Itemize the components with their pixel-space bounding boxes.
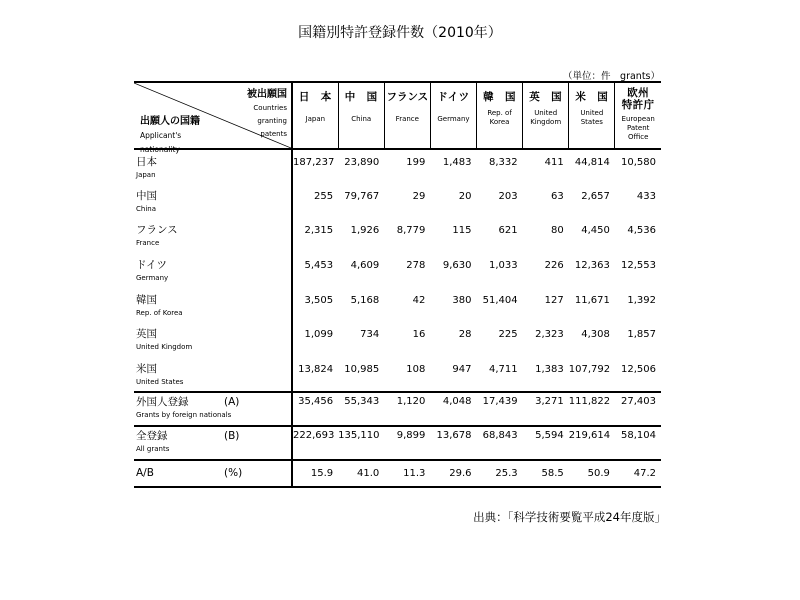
- cell-value: 20: [458, 190, 472, 202]
- cell-value: 5,594: [535, 429, 564, 441]
- table-row: [134, 253, 661, 288]
- row-label-en: Grants by foreign nationals: [136, 410, 232, 419]
- cell-value: 2,315: [304, 225, 334, 237]
- cell-value: 1,099: [304, 329, 334, 341]
- table-row: [134, 288, 661, 323]
- cell-value: 225: [498, 329, 518, 341]
- col-ja: 欧州: [627, 87, 650, 99]
- cell-value: 13,678: [436, 429, 472, 441]
- cell-value: 68,843: [482, 429, 518, 441]
- cell-value: 27,403: [621, 395, 656, 407]
- row-code: (A): [224, 395, 240, 408]
- row-label-en: Rep. of Korea: [136, 308, 183, 317]
- col-en: Korea: [489, 118, 510, 126]
- cell-value: 47.2: [633, 467, 656, 479]
- cell-value: 5,453: [304, 260, 334, 272]
- cell-value: 1,926: [350, 225, 380, 237]
- col-en: European: [621, 115, 655, 123]
- corner-top-en1: Countries: [253, 104, 287, 112]
- col-header-france: [384, 82, 430, 149]
- cell-value: 42: [412, 294, 426, 306]
- cell-value: 3,271: [535, 395, 564, 407]
- cell-value: 203: [498, 190, 518, 202]
- ratio-row: [134, 460, 661, 487]
- row-label-ja: 韓国: [136, 293, 157, 306]
- col-en: Germany: [437, 115, 470, 123]
- cell-value: 3,505: [304, 294, 334, 306]
- row-label-en: All grants: [136, 444, 170, 453]
- page-title: 国籍別特許登録件数（2010年）: [298, 25, 502, 41]
- cell-value: 107,792: [568, 364, 611, 376]
- cell-value: 1,383: [535, 364, 564, 376]
- cell-value: 135,110: [338, 429, 380, 441]
- col-en: France: [395, 115, 419, 123]
- corner-bottom-en2: nationality: [140, 145, 180, 154]
- cell-value: 25.3: [495, 467, 518, 479]
- cell-value: 9,630: [442, 260, 472, 272]
- cell-value: 4,536: [627, 225, 656, 237]
- cell-value: 50.9: [587, 467, 610, 479]
- cell-value: 12,363: [574, 260, 610, 272]
- cell-value: 411: [544, 157, 564, 168]
- col-en: Rep. of: [487, 109, 512, 117]
- col-header-uk: [523, 82, 569, 149]
- cell-value: 127: [544, 294, 564, 306]
- cell-value: 621: [498, 225, 518, 237]
- cell-value: 2,657: [581, 190, 610, 202]
- cell-value: 108: [406, 364, 426, 376]
- cell-value: 28: [458, 329, 472, 341]
- cell-value: 4,048: [442, 395, 472, 407]
- cell-value: 4,308: [581, 329, 610, 341]
- cell-value: 12,553: [621, 260, 656, 272]
- cell-value: 380: [452, 294, 472, 306]
- corner-top-en3: patents: [260, 130, 287, 138]
- col-header-china: [338, 82, 384, 149]
- corner-top-ja: 被出願国: [247, 89, 287, 100]
- col-header-germany: [430, 82, 476, 149]
- cell-value: 111,822: [568, 395, 611, 407]
- row-label-ja: 日本: [136, 156, 157, 168]
- cell-value: 15.9: [310, 467, 334, 479]
- row-label-ja: 全登録: [136, 429, 168, 442]
- col-ja: 日 本: [298, 91, 332, 103]
- col-en: United: [580, 109, 604, 117]
- col-en: Patent: [626, 124, 650, 132]
- col-ja: フランス: [386, 91, 429, 103]
- row-label-ja: 中国: [136, 189, 157, 202]
- cell-value: 5,168: [350, 294, 380, 306]
- cell-value: 199: [406, 157, 426, 168]
- cell-value: 11,671: [574, 294, 610, 306]
- cell-value: 1,483: [442, 157, 472, 168]
- cell-value: 278: [406, 260, 426, 272]
- col-en: Japan: [305, 115, 326, 123]
- cell-value: 23,890: [344, 157, 380, 168]
- table-row: [134, 184, 661, 219]
- cell-value: 115: [452, 225, 472, 237]
- cell-value: 187,237: [293, 157, 335, 168]
- row-label-ja: 英国: [136, 328, 157, 341]
- cell-value: 63: [551, 190, 564, 202]
- unit-label: （単位：件 grants）: [563, 71, 660, 82]
- col-en: States: [580, 118, 603, 126]
- row-label-en: United States: [136, 378, 184, 387]
- cell-value: 433: [636, 190, 656, 202]
- col-header-us: [569, 82, 615, 149]
- row-code: (%): [224, 466, 243, 479]
- cell-value: 12,506: [621, 364, 656, 376]
- table-row: [134, 357, 661, 392]
- cell-value: 255: [314, 190, 334, 202]
- cell-value: 8,332: [488, 157, 518, 168]
- row-label-ja: 外国人登録: [136, 395, 189, 408]
- row-label-en: Germany: [136, 274, 169, 283]
- cell-value: 79,767: [344, 190, 380, 202]
- cell-value: 1,857: [627, 329, 656, 341]
- cell-value: 8,779: [396, 225, 426, 237]
- corner-header: [134, 82, 292, 154]
- cell-value: 947: [452, 364, 472, 376]
- cell-value: 41.0: [356, 467, 380, 479]
- col-header-japan: [292, 82, 338, 149]
- cell-value: 80: [551, 225, 564, 237]
- corner-bottom-ja: 出願人の国籍: [140, 116, 200, 127]
- cell-value: 219,614: [568, 429, 611, 441]
- cell-value: 51,404: [482, 294, 518, 306]
- col-ja: 韓 国: [483, 91, 517, 103]
- cell-value: 4,609: [350, 260, 380, 272]
- row-label-ja: 米国: [136, 363, 157, 376]
- total-grants-row: [134, 426, 661, 460]
- cell-value: 9,899: [396, 429, 426, 441]
- cell-value: 13,824: [298, 364, 334, 376]
- col-ja: 英 国: [529, 91, 563, 103]
- table-row: [134, 149, 661, 184]
- row-label-en: Japan: [136, 171, 156, 179]
- row-label-en: United Kingdom: [136, 343, 193, 352]
- col-ja: 特許庁: [621, 99, 655, 111]
- source-note: 出典：「科学技術要覧平成24年度版」: [473, 510, 666, 524]
- cell-value: 10,580: [621, 157, 656, 168]
- cell-value: 2,323: [535, 329, 564, 341]
- row-label-ja: フランス: [136, 224, 178, 237]
- col-en: Kingdom: [530, 118, 562, 126]
- cell-value: 1,392: [627, 294, 656, 306]
- foreign-grants-row: [134, 392, 661, 426]
- row-code: (B): [224, 429, 240, 442]
- col-header-epo: [615, 82, 661, 149]
- patent-grants-table: [134, 81, 661, 488]
- cell-value: 11.3: [403, 467, 426, 479]
- col-header-korea: [477, 82, 523, 149]
- cell-value: 16: [412, 329, 426, 341]
- col-ja: 米 国: [575, 91, 609, 103]
- row-label-en: France: [136, 239, 160, 248]
- cell-value: 4,450: [581, 225, 610, 237]
- cell-value: 58.5: [541, 467, 564, 479]
- cell-value: 1,120: [396, 395, 426, 407]
- col-ja: 中 国: [344, 91, 378, 103]
- col-en: United: [534, 109, 558, 117]
- cell-value: 58,104: [621, 429, 656, 441]
- corner-bottom-en1: Applicant's: [140, 131, 182, 140]
- cell-value: 35,456: [298, 395, 334, 407]
- table-row: [134, 322, 661, 357]
- cell-value: 29: [412, 190, 426, 202]
- header-row: [134, 82, 661, 149]
- col-ja: ドイツ: [437, 91, 470, 103]
- cell-value: 29.6: [449, 467, 472, 479]
- col-en: China: [351, 115, 372, 123]
- cell-value: 4,711: [488, 364, 518, 376]
- table-row: [134, 218, 661, 253]
- col-en: Office: [627, 133, 649, 141]
- cell-value: 1,033: [488, 260, 518, 272]
- row-label-en: China: [136, 204, 156, 213]
- cell-value: 226: [544, 260, 564, 272]
- row-label-ja: A/B: [136, 466, 154, 479]
- row-label-ja: ドイツ: [136, 259, 167, 272]
- corner-top-en2: granting: [257, 117, 287, 125]
- cell-value: 10,985: [344, 364, 380, 376]
- cell-value: 222,693: [293, 429, 335, 441]
- cell-value: 55,343: [344, 395, 380, 407]
- cell-value: 44,814: [574, 157, 610, 168]
- cell-value: 734: [360, 329, 380, 341]
- cell-value: 17,439: [482, 395, 518, 407]
